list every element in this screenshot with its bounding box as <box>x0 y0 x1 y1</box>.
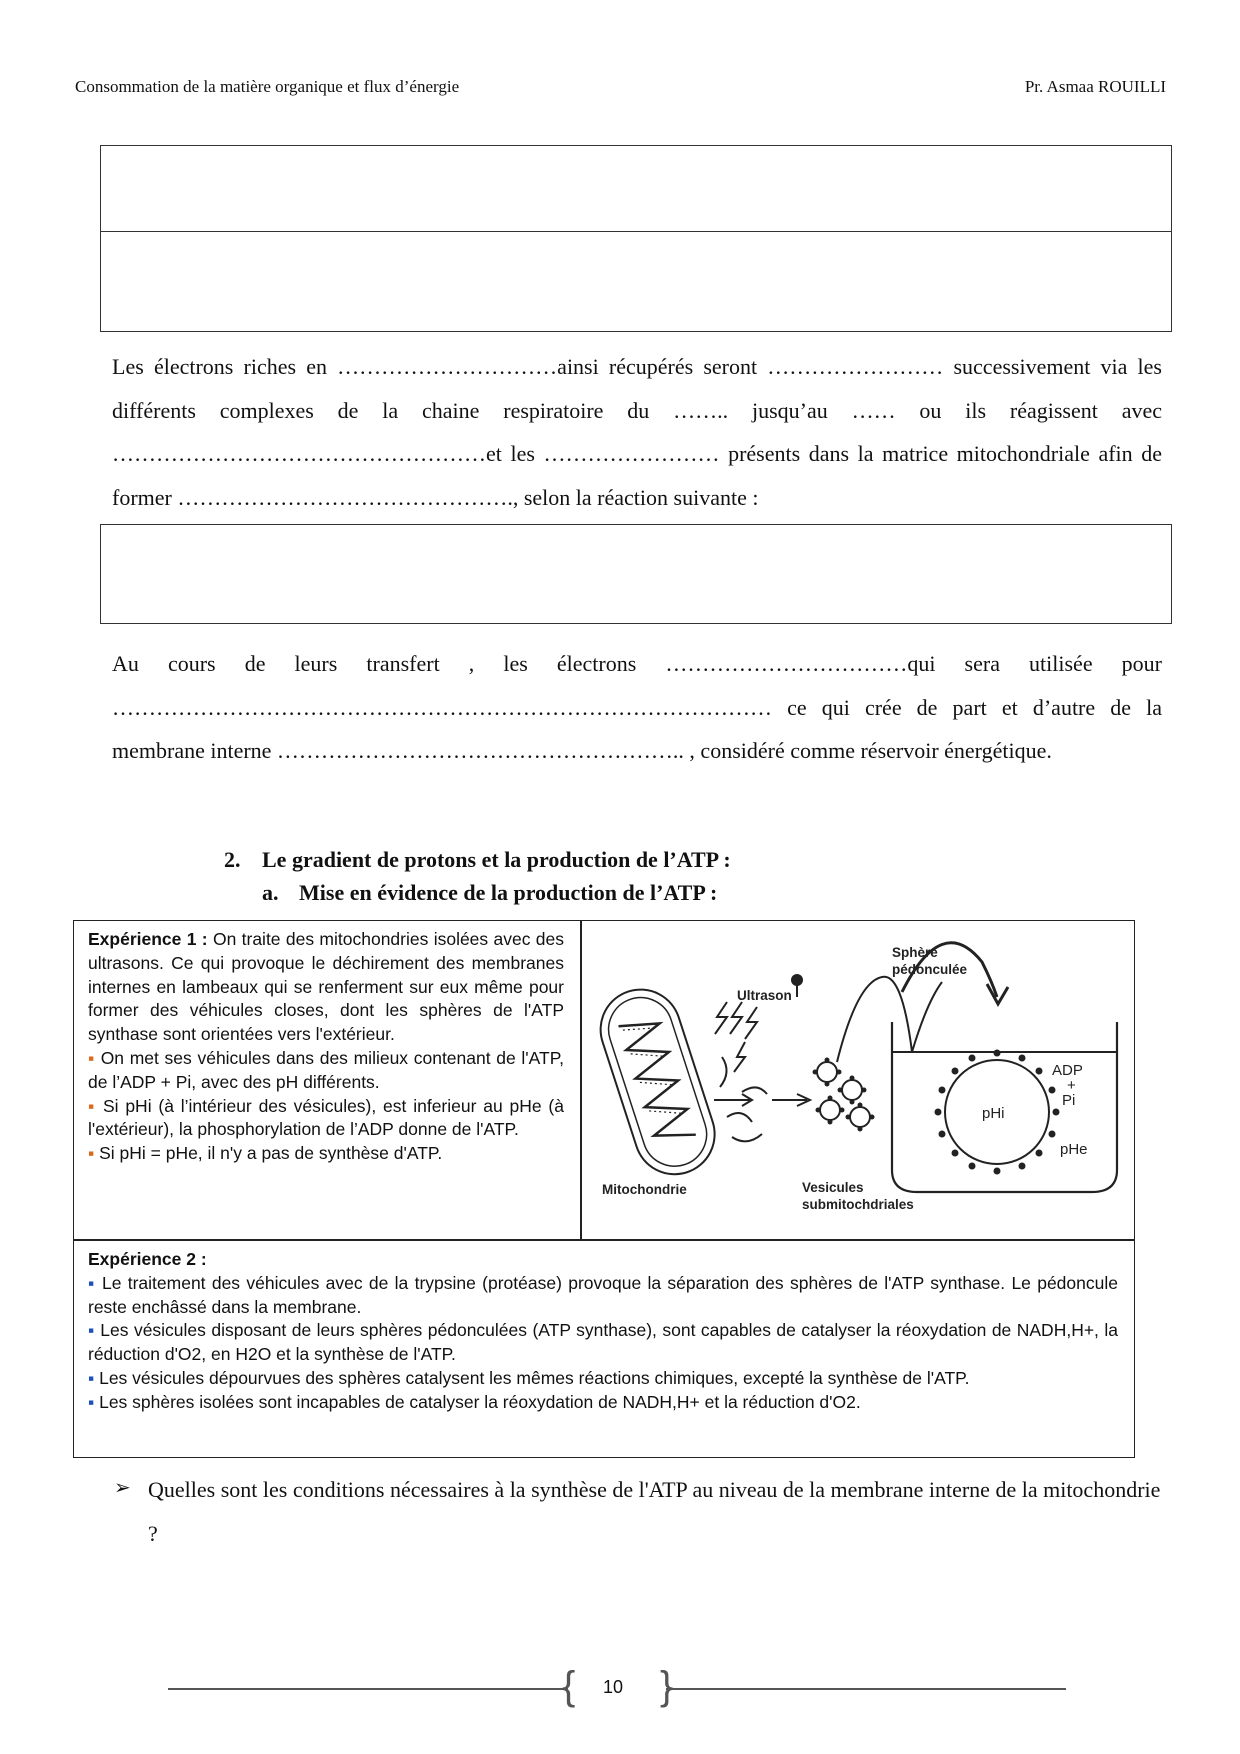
experience-1-intro: On traite des mitochondries isolées avec des ultrasons. Ce qui provoque le déchirement des membranes internes en lambeaux qui se renferment sur eux même pour former des véhicules closes, dont les sphères de l'ATP synthase sont orientées vers l'extérieur. <box>88 929 565 1045</box>
experience-2-bullet-4: Les sphères isolées sont incapables de catalyser la réoxydation de NADH,H+ et la réduction d'O2. <box>94 1391 861 1412</box>
header-left: Consommation de la matière organique et flux d’énergie <box>75 77 460 96</box>
experience-2-bullet-3: Les vésicules dépourvues des sphères catalysent les mêmes réactions chimiques, excepté la synthèse de l'ATP. <box>94 1367 970 1388</box>
answer-box-2[interactable] <box>100 231 1172 332</box>
mitochondrion-drawing <box>590 979 725 1184</box>
bullet-icon: ▪ <box>88 1367 95 1388</box>
footer-open-brace: { <box>562 1664 576 1708</box>
bullet-icon: ▪ <box>88 1095 97 1116</box>
experience-1-bullet-3: Si pHi = pHe, il n'y a pas de synthèse d'ATP. <box>94 1143 443 1164</box>
label-plus: + <box>1067 1077 1076 1094</box>
label-pedonculee: pédonculée <box>892 962 968 977</box>
arrow-bullet-icon: ➢ <box>114 1477 131 1499</box>
section-number: 2. <box>224 847 241 872</box>
question-text: Quelles sont les conditions nécessaires à la synthèse de l'ATP au niveau de la membrane interne de la mitochondrie ? <box>148 1477 1161 1546</box>
bullet-icon: ▪ <box>88 1320 95 1341</box>
experience-1-bullet-2: Si pHi (à l’intérieur des vésicules), est inferieur au pHe (à l'extérieur), la phosphorylation de l’ADP donne de l'ATP. <box>88 1095 564 1140</box>
label-adp: ADP <box>1052 1062 1083 1079</box>
experience-2-bullet-1: Le traitement des véhicules avec de la trypsine (protéase) provoque la séparation des sphères de l'ATP synthase. Le pédoncule reste enchâssé dans la membrane. <box>88 1272 1118 1317</box>
paragraph-transfert: Au cours de leurs transfert , les électrons ……………………………qui sera utilisée pour ……………………………………………………………………………… ce qui crée de part et d’autre de la membrane interne ……………………………………………….. , considéré comme réservoir énergétique. <box>112 651 1162 763</box>
label-phe: pHe <box>1060 1141 1088 1158</box>
footer-line-left <box>168 1688 568 1690</box>
footer-line-right <box>666 1688 1066 1690</box>
section-title: Le gradient de protons et la production de l’ATP : <box>262 847 731 872</box>
label-submito: submitochdriales <box>802 1197 914 1212</box>
subsection-title: Mise en évidence de la production de l’ATP : <box>299 880 718 905</box>
bullet-icon: ▪ <box>88 1391 95 1412</box>
page-number: 10 <box>603 1677 624 1697</box>
answer-box-1[interactable] <box>100 145 1172 232</box>
paragraph-electrons: Les électrons riches en …………………………ainsi récupérés seront …………………… successivement via les différents complexes de la chaine respiratoire du …….. jusqu’au …… ou ils réagissent avec ……………………………………………et les …………………… présents dans la matrice mitochondriale afin de former ………………………………………., selon la réaction suivante : <box>112 354 1162 510</box>
label-ultrason: Ultrason <box>737 988 792 1003</box>
table-divider-horizontal <box>73 1239 1135 1241</box>
experience-2-bullet-2: Les vésicules disposant de leurs sphères pédonculées (ATP synthase), sont capables de catalyser la réoxydation de NADH,H+, la réduction d'O2, en H2O et la synthèse de l'ATP. <box>88 1320 1118 1365</box>
experience-1-bullet-1: On met ses véhicules dans des milieux contenant de l'ATP, de l’ADP + Pi, avec des pH différents. <box>88 1047 564 1092</box>
label-phi: pHi <box>982 1105 1005 1122</box>
bullet-icon: ▪ <box>88 1143 95 1164</box>
header-right: Pr. Asmaa ROUILLI <box>1024 77 1166 96</box>
experience-1-text <box>88 928 564 1166</box>
atp-experiment-figure <box>582 922 1133 1238</box>
subsection-letter: a. <box>262 880 279 905</box>
footer-close-brace: } <box>660 1664 674 1708</box>
experience-2-text <box>88 1248 1118 1415</box>
label-pi: Pi <box>1062 1092 1076 1109</box>
experience-2-title: Expérience 2 : <box>88 1249 207 1269</box>
label-sphere: Sphère <box>892 945 938 960</box>
bullet-icon: ▪ <box>88 1272 96 1293</box>
bullet-icon: ▪ <box>88 1047 96 1068</box>
reaction-box[interactable] <box>100 524 1172 624</box>
label-vesicules: Vesicules <box>802 1180 864 1195</box>
experience-1-title: Expérience 1 : <box>88 929 208 949</box>
label-mitochondrie: Mitochondrie <box>602 1182 687 1197</box>
